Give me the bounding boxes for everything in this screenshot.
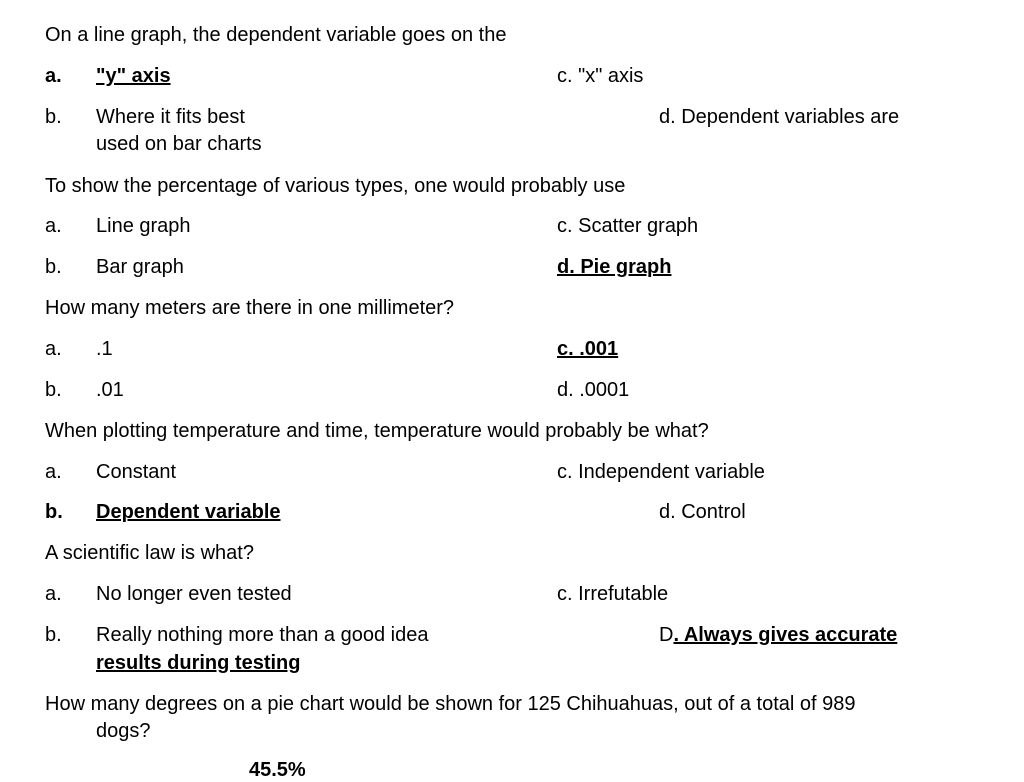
question-4-option-a-text: Constant	[96, 461, 177, 483]
question-3-prompt: How many meters are there in one millimeter?	[45, 297, 455, 319]
question-4-option-b-text: Dependent variable	[96, 501, 281, 523]
question-3-option-b-text: .01	[96, 379, 124, 401]
question-3-option-c: c. .001	[557, 338, 619, 360]
question-5-option-b-text: Really nothing more than a good idea	[96, 624, 429, 646]
question-2-option-d: d. Pie graph	[557, 256, 672, 278]
question-5-option-c: c. Irrefutable	[557, 583, 669, 605]
question-1-option-b-text: Where it fits best	[96, 106, 245, 128]
question-6-partial-answer: 45.5%	[249, 759, 306, 781]
question-2-option-c: c. Scatter graph	[557, 215, 699, 237]
question-3-option-b-letter: b.	[45, 379, 62, 401]
question-5-option-d-text: . Always gives accurate	[673, 624, 898, 646]
question-2-option-b-text: Bar graph	[96, 256, 184, 278]
question-1-prompt: On a line graph, the dependent variable goes on the	[45, 24, 507, 46]
question-1-option-b-letter: b.	[45, 106, 62, 128]
question-3-option-a-text: .1	[96, 338, 113, 360]
question-1-option-d: d. Dependent variables are	[659, 106, 900, 128]
question-2-prompt: To show the percentage of various types, one would probably use	[45, 175, 626, 197]
question-1-option-d-continued: used on bar charts	[96, 133, 262, 155]
question-4-option-d: d. Control	[659, 501, 746, 523]
question-6-prompt: How many degrees on a pie chart would be shown for 125 Chihuahuas, out of a total of 989	[45, 693, 856, 715]
question-5-option-d-prefix: D	[659, 624, 674, 646]
question-3-option-d: d. .0001	[557, 379, 630, 401]
question-1-option-a-text: "y" axis	[96, 65, 171, 87]
question-5-prompt: A scientific law is what?	[45, 542, 254, 564]
question-4-option-b-letter: b.	[45, 501, 63, 523]
question-2-option-a-letter: a.	[45, 215, 62, 237]
question-1-option-a-letter: a.	[45, 65, 62, 87]
question-5-option-b-letter: b.	[45, 624, 62, 646]
question-4-prompt: When plotting temperature and time, temperature would probably be what?	[45, 420, 709, 442]
question-2-option-a-text: Line graph	[96, 215, 191, 237]
question-4-option-a-letter: a.	[45, 461, 62, 483]
question-5-option-d	[659, 623, 897, 647]
question-5-option-d-continued: results during testing	[96, 652, 301, 674]
question-5-option-a-letter: a.	[45, 583, 62, 605]
question-2-option-b-letter: b.	[45, 256, 62, 278]
question-1-option-c: c. "x" axis	[557, 65, 644, 87]
question-5-option-a-text: No longer even tested	[96, 583, 292, 605]
question-4-option-c: c. Independent variable	[557, 461, 765, 483]
question-3-option-a-letter: a.	[45, 338, 62, 360]
question-6-prompt-continued: dogs?	[96, 720, 151, 742]
